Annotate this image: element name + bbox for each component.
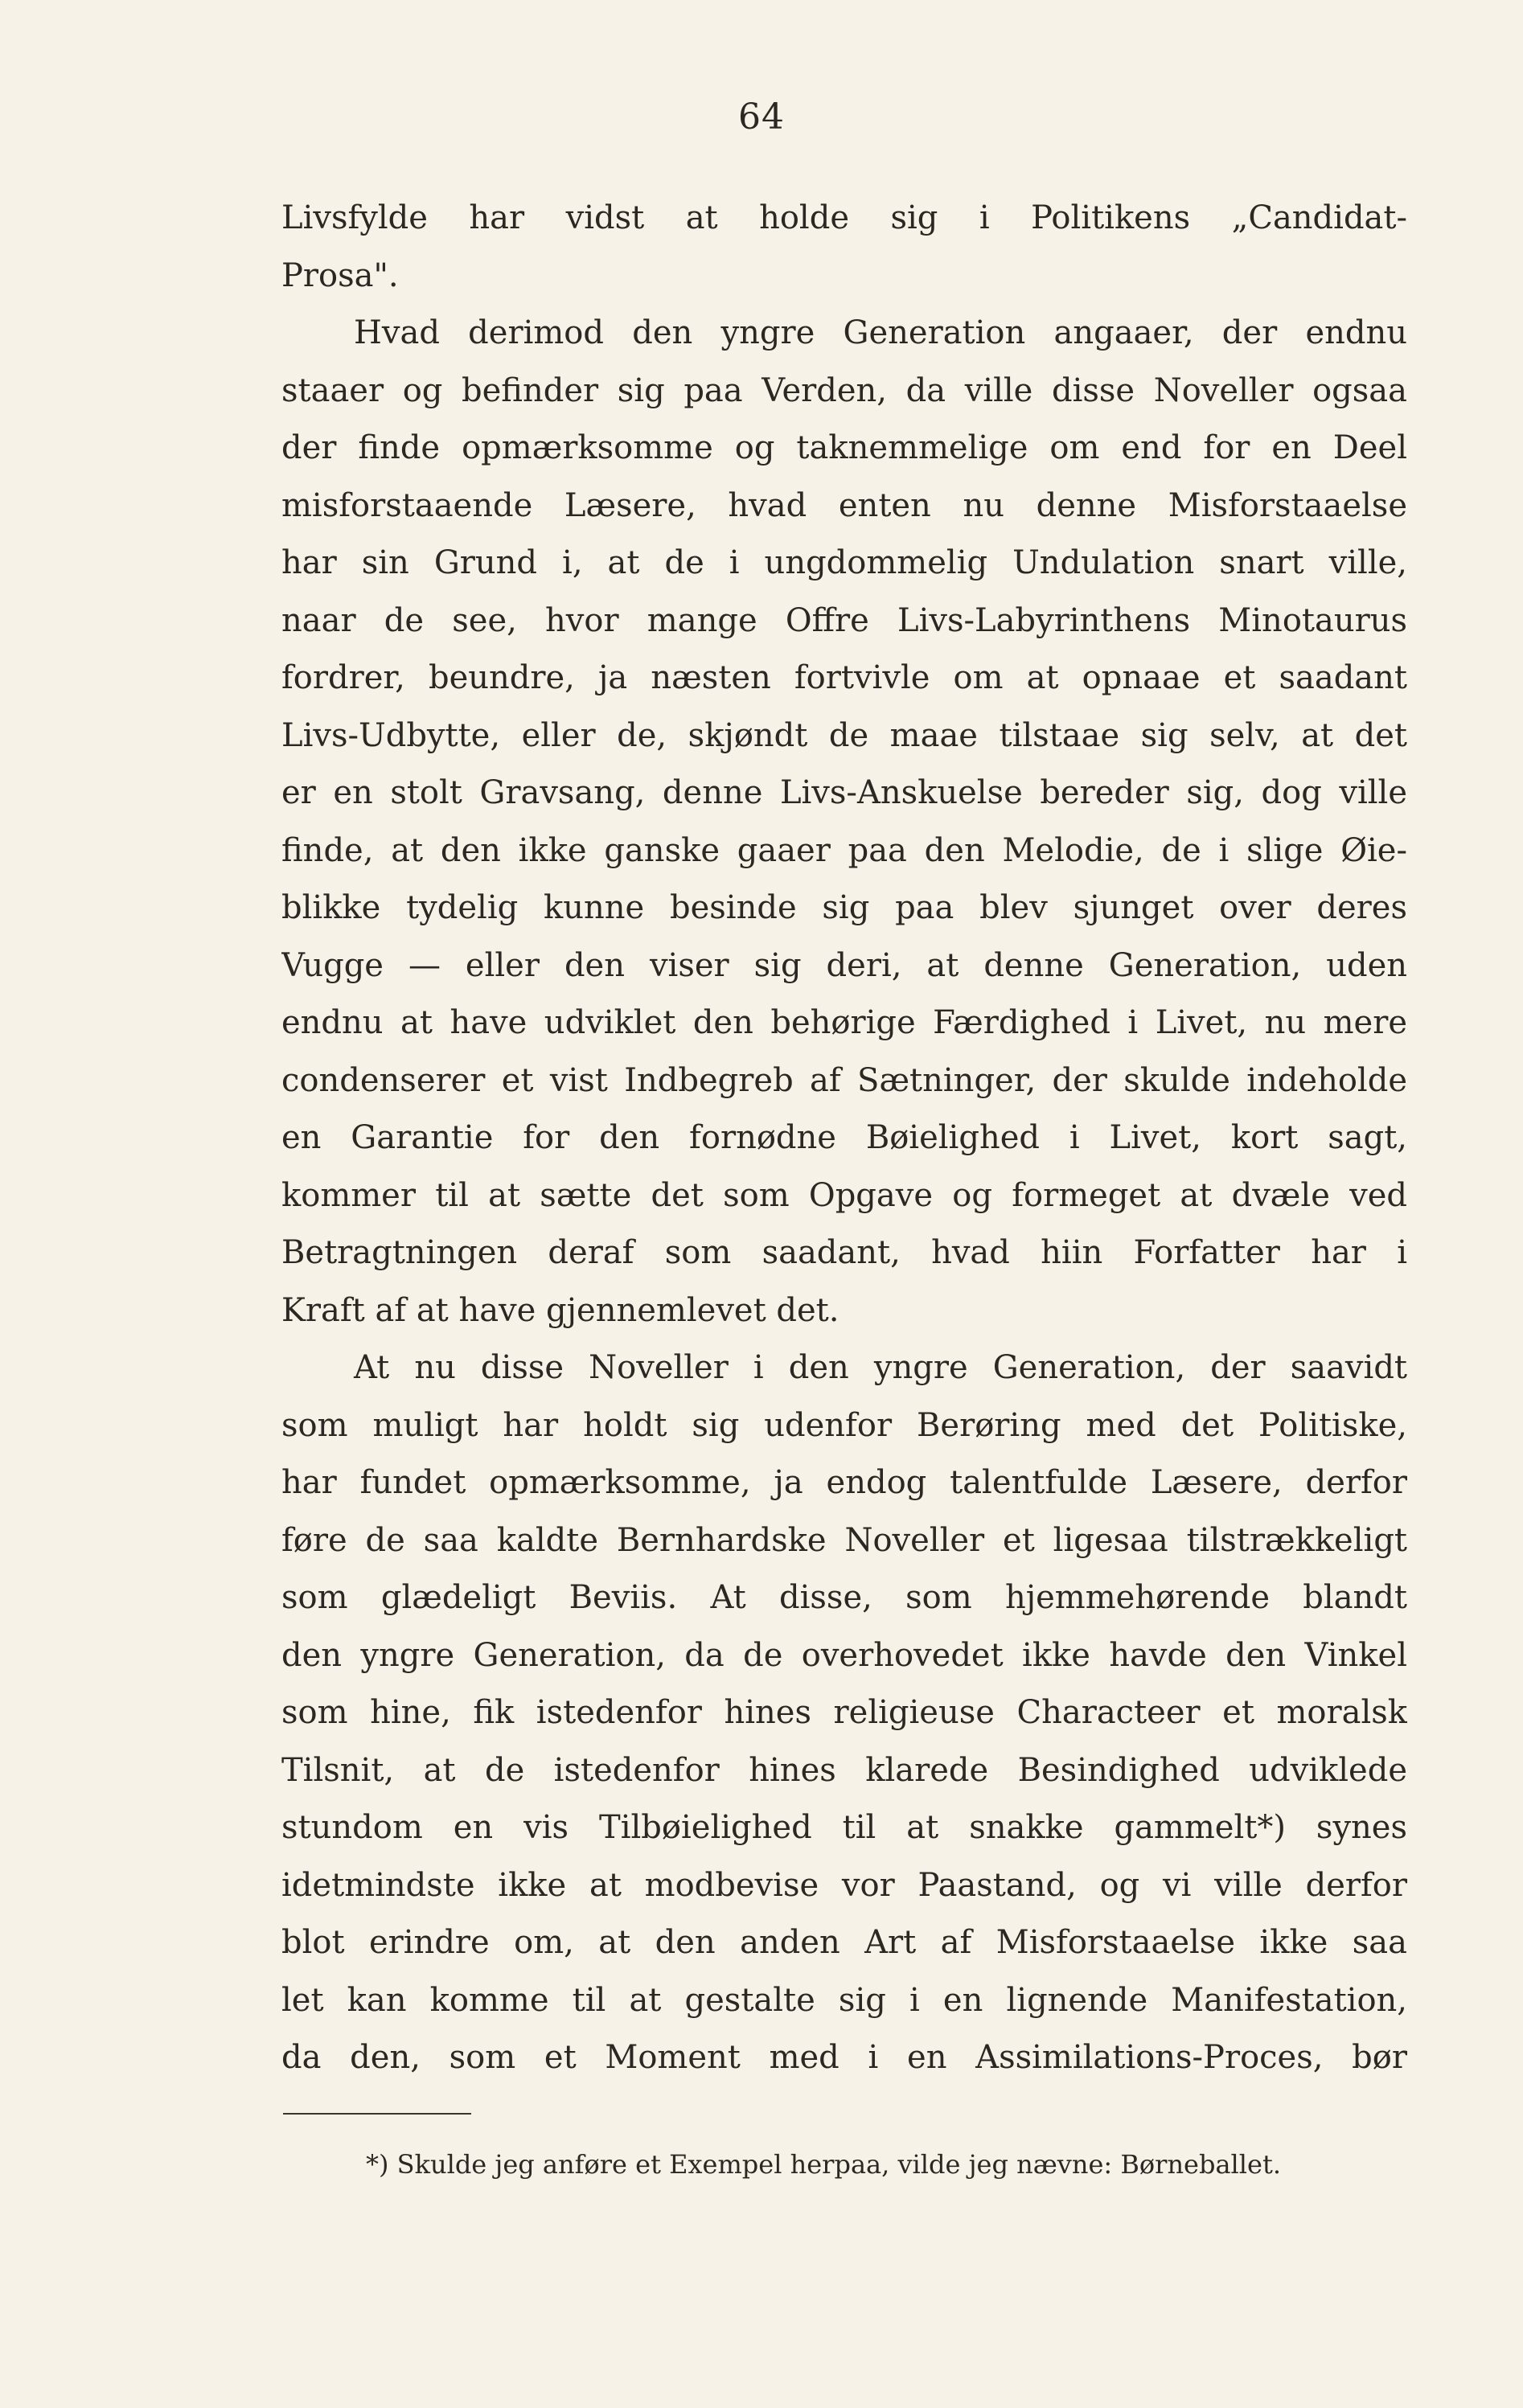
text-line: fordrer, beundre, ja næsten fortvivle om at opnaae et saadant xyxy=(281,659,1407,696)
text-line: Livs-Udbytte, eller de, skjøndt de maae tilstaae sig selv, at det xyxy=(281,716,1407,754)
text-line: kommer til at sætte det som Opgave og formeget at dvæle ved xyxy=(281,1176,1407,1214)
text-line: Kraft af at have gjennemlevet det. xyxy=(281,1291,839,1329)
text-line: At nu disse Noveller i den yngre Generation, der saavidt xyxy=(354,1349,1407,1386)
text-line: er en stolt Gravsang, denne Livs-Anskuelse bereder sig, dog ville xyxy=(281,774,1407,811)
text-line: Tilsnit, at de istedenfor hines klarede Besindighed udviklede xyxy=(281,1751,1407,1789)
body-text xyxy=(281,190,1407,2087)
footnote: *) Skulde jeg anføre et Exempel herpaa, vilde jeg nævne: Børneballet. xyxy=(366,2149,1281,2180)
text-line: der finde opmærksomme og taknemmelige om end for en Deel xyxy=(281,429,1407,466)
text-line: Prosa". xyxy=(281,256,399,294)
footnote-divider xyxy=(283,2113,471,2115)
text-line: Betragtningen deraf som saadant, hvad hiin Forfatter har i xyxy=(281,1234,1407,1271)
text-line: staaer og befinder sig paa Verden, da ville disse Noveller ogsaa xyxy=(281,371,1407,409)
text-line: misforstaaende Læsere, hvad enten nu denne Misforstaaelse xyxy=(281,486,1407,524)
text-line: blot erindre om, at den anden Art af Misforstaaelse ikke saa xyxy=(281,1924,1407,1961)
text-line: blikke tydelig kunne besinde sig paa blev sjunget over deres xyxy=(281,889,1407,926)
text-line: condenserer et vist Indbegreb af Sætninger, der skulde indeholde xyxy=(281,1061,1407,1099)
text-line: som muligt har holdt sig udenfor Berøring med det Politiske, xyxy=(281,1406,1407,1444)
text-line: har fundet opmærksomme, ja endog talentfulde Læsere, derfor xyxy=(281,1464,1407,1501)
text-line: stundom en vis Tilbøielighed til at snakke gammelt*) synes xyxy=(281,1809,1407,1846)
text-line: Livsfylde har vidst at holde sig i Politikens „Candidat- xyxy=(281,199,1407,236)
text-line: Vugge — eller den viser sig deri, at denne Generation, uden xyxy=(281,946,1407,984)
text-line: føre de saa kaldte Bernhardske Noveller et ligesaa tilstrækkeligt xyxy=(281,1521,1407,1559)
text-line: en Garantie for den fornødne Bøielighed i Livet, kort sagt, xyxy=(281,1119,1407,1156)
page-number: 64 xyxy=(738,96,785,137)
text-line: finde, at den ikke ganske gaaer paa den Melodie, de i slige Øie- xyxy=(281,831,1407,869)
text-line: som glædeligt Beviis. At disse, som hjemmehørende blandt xyxy=(281,1579,1407,1616)
text-line: da den, som et Moment med i en Assimilations-Proces, bør xyxy=(281,2039,1407,2076)
text-line: idetmindste ikke at modbevise vor Paastand, og vi ville derfor xyxy=(281,1866,1407,1904)
text-line: Hvad derimod den yngre Generation angaaer, der endnu xyxy=(354,314,1407,351)
text-line: som hine, fik istedenfor hines religieuse Characteer et moralsk xyxy=(281,1694,1407,1731)
text-line: den yngre Generation, da de overhovedet ikke havde den Vinkel xyxy=(281,1636,1407,1674)
text-line: har sin Grund i, at de i ungdommelig Undulation snart ville, xyxy=(281,544,1407,581)
text-line: let kan komme til at gestalte sig i en lignende Manifestation, xyxy=(281,1981,1407,2019)
text-line: naar de see, hvor mange Offre Livs-Labyrinthens Minotaurus xyxy=(281,601,1407,639)
text-line: endnu at have udviklet den behørige Færdighed i Livet, nu mere xyxy=(281,1004,1407,1041)
